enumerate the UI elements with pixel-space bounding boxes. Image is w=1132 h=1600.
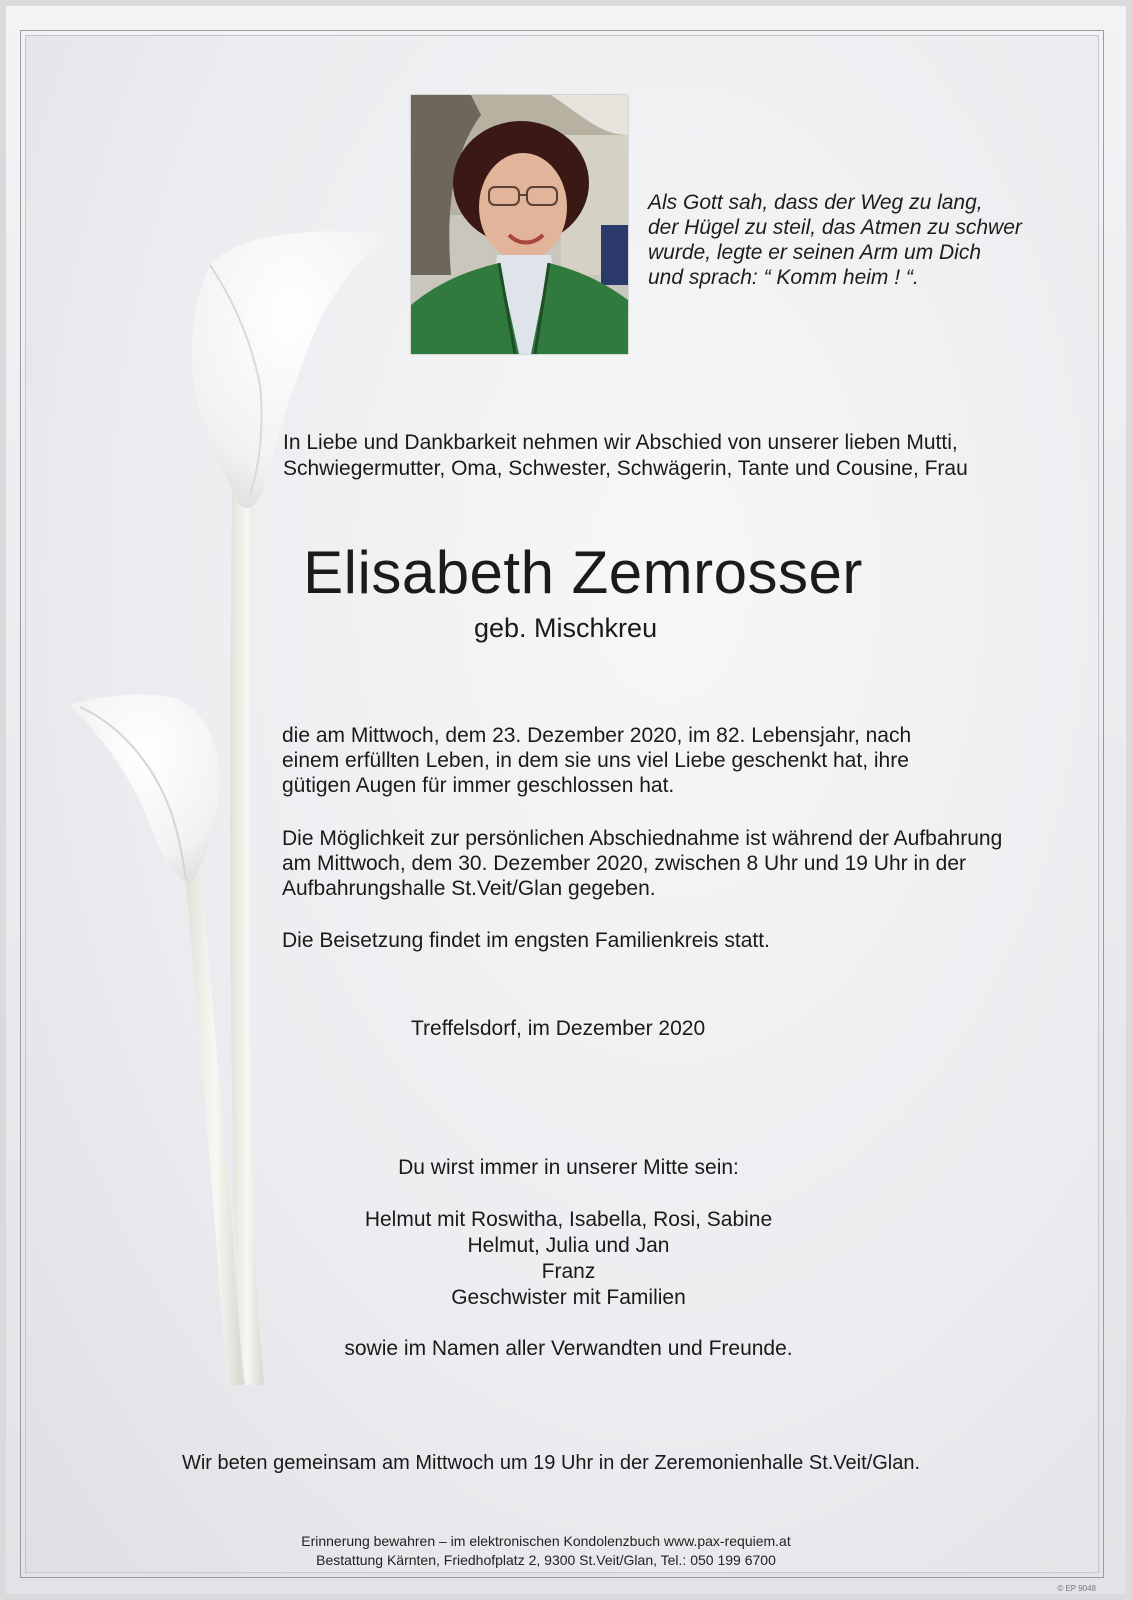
- prayer-notice: Wir beten gemeinsam am Mittwoch um 19 Uhr in der Zeremonienhalle St.Veit/Glan.: [181, 1452, 921, 1474]
- footer: [0, 1532, 1132, 1570]
- mourner-line: Franz: [541, 1260, 596, 1283]
- paragraph-line: Die Möglichkeit zur persönlichen Abschiednahme ist während der Aufbahrung: [282, 827, 1003, 850]
- mourner-line: Helmut, Julia und Jan: [467, 1234, 670, 1257]
- paragraph-line: gütigen Augen für immer geschlossen hat.: [282, 774, 675, 797]
- relatives-line: sowie im Namen aller Verwandten und Freunde.: [344, 1337, 793, 1360]
- quote-line: der Hügel zu steil, das Atmen zu schwer: [648, 216, 1022, 239]
- viewing-paragraph: [282, 826, 1082, 901]
- portrait-photo: [411, 95, 628, 354]
- quote-line: und sprach: “ Komm heim ! “.: [648, 266, 919, 289]
- place-and-date: Treffelsdorf, im Dezember 2020: [411, 1017, 706, 1040]
- death-notice-paragraph: [282, 723, 1082, 798]
- footer-address-line: Bestattung Kärnten, Friedhofplatz 2, 9300 St.Veit/Glan, Tel.: 050 199 6700: [316, 1552, 776, 1568]
- burial-paragraph: [282, 928, 1082, 953]
- paragraph-line: die am Mittwoch, dem 23. Dezember 2020, im 82. Lebensjahr, nach: [282, 724, 912, 747]
- memorial-quote: [648, 190, 1088, 290]
- paragraph-line: Aufbahrungshalle St.Veit/Glan gegeben.: [282, 877, 656, 900]
- intro-line: In Liebe und Dankbarkeit nehmen wir Abschied von unserer lieben Mutti,: [283, 431, 958, 454]
- mourner-line: Geschwister mit Familien: [451, 1286, 686, 1309]
- mourners-list: [286, 1207, 851, 1311]
- closing-heading: Du wirst immer in unserer Mitte sein:: [398, 1156, 739, 1179]
- deceased-name: Elisabeth Zemrosser: [303, 539, 863, 606]
- intro-line: Schwiegermutter, Oma, Schwester, Schwägerin, Tante und Cousine, Frau: [283, 457, 968, 480]
- quote-line: wurde, legte er seinen Arm um Dich: [648, 241, 982, 264]
- footer-condolence-line: Erinnerung bewahren – im elektronischen Kondolenzbuch www.pax-requiem.at: [301, 1533, 791, 1549]
- maiden-name: geb. Mischkreu: [474, 613, 658, 643]
- paragraph-line: am Mittwoch, dem 30. Dezember 2020, zwischen 8 Uhr und 19 Uhr in der: [282, 852, 966, 875]
- intro-text: [283, 430, 1043, 482]
- paragraph-line: Die Beisetzung findet im engsten Familienkreis statt.: [282, 929, 770, 952]
- paragraph-line: einem erfüllten Leben, in dem sie uns viel Liebe geschenkt hat, ihre: [282, 749, 909, 772]
- print-code: © EP 9048: [1057, 1584, 1096, 1593]
- mourner-line: Helmut mit Roswitha, Isabella, Rosi, Sabine: [364, 1208, 773, 1231]
- quote-line: Als Gott sah, dass der Weg zu lang,: [648, 191, 983, 214]
